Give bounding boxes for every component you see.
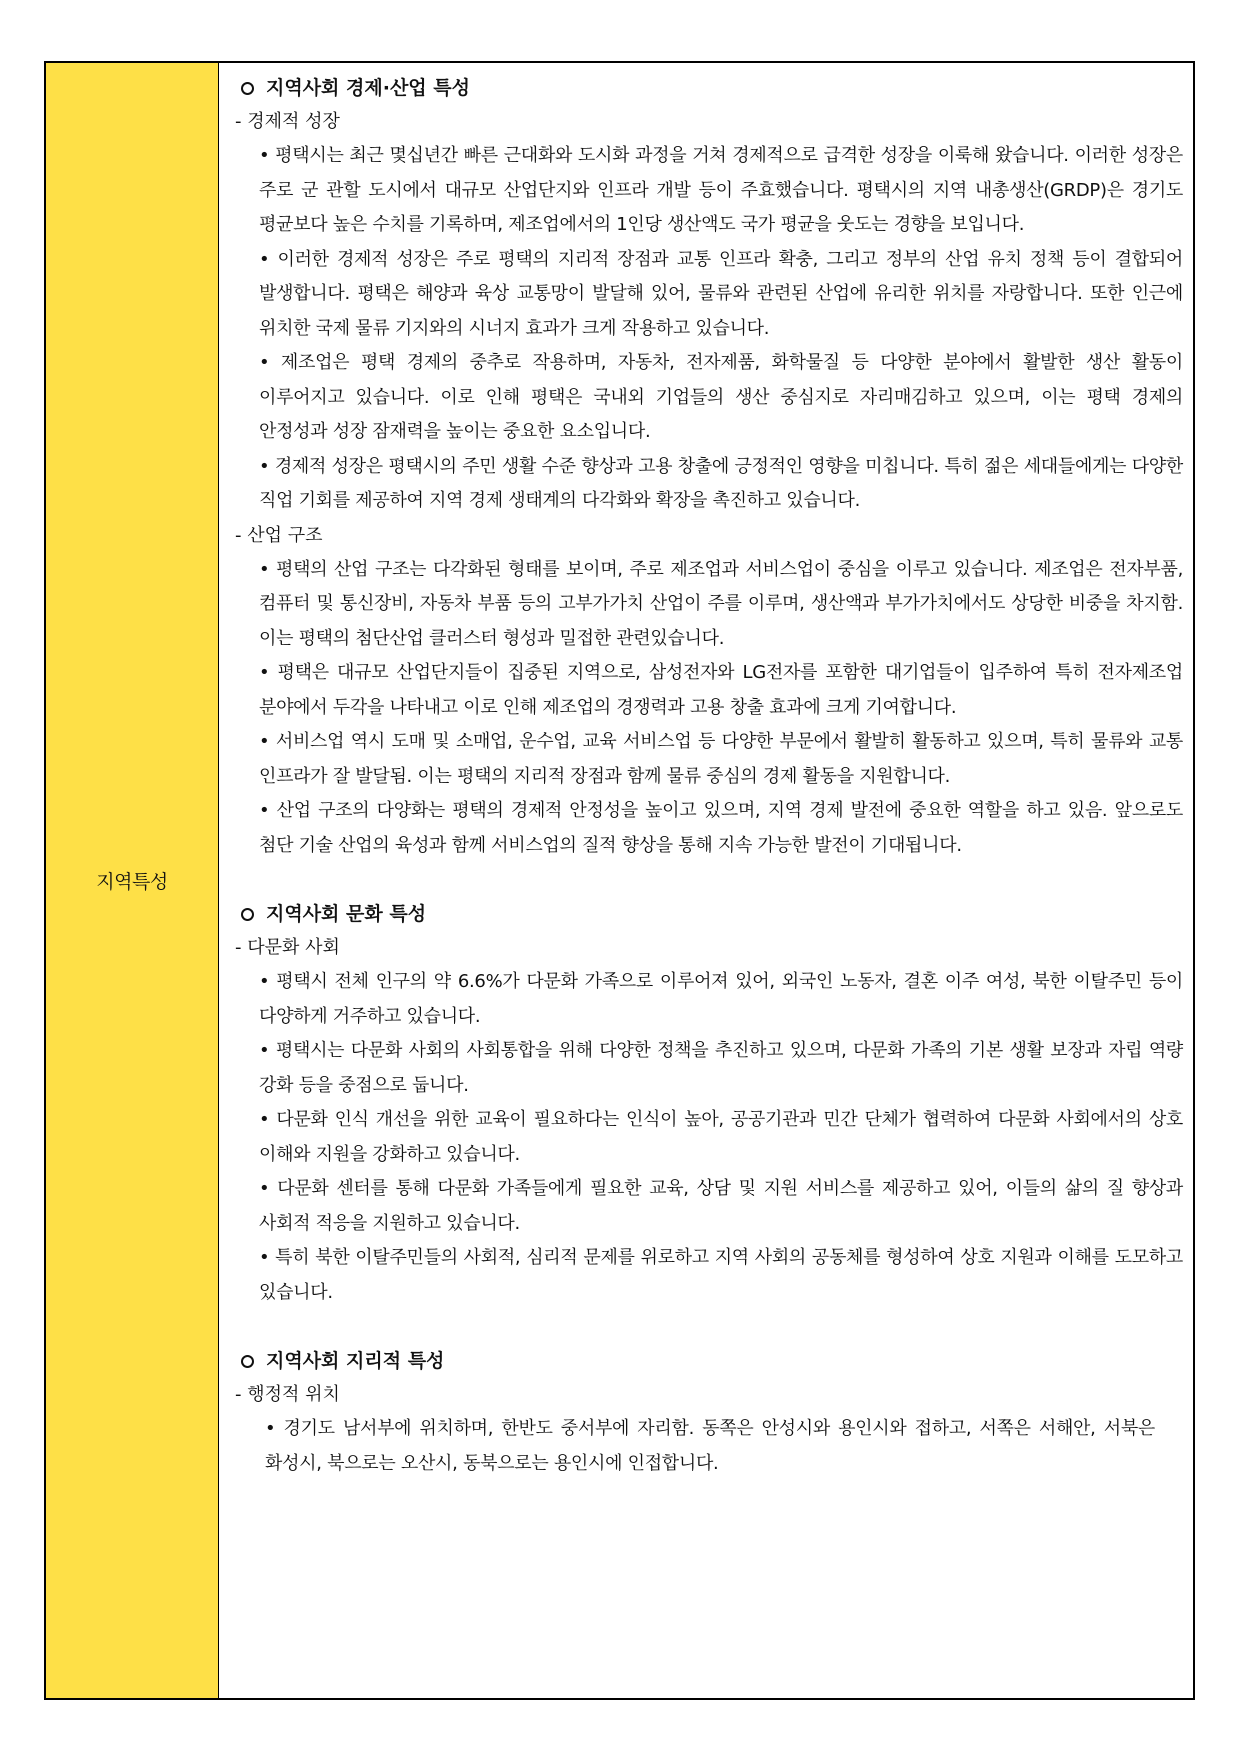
- bullet-paragraph: • 제조업은 평택 경제의 중추로 작용하며, 자동차, 전자제품, 화학물질 등 다양한 분야에서 활발한 생산 활동이 이루어지고 있습니다. 이로 인해 평택은 국내외 기업들의 생산 중심지로 자리매김하고 있으며, 이는 평택 경제의 안정성과 성장 잠재력을 높이는 중요한 요소입니다.: [259, 352, 1183, 442]
- bullet-paragraph: • 경기도 남서부에 위치하며, 한반도 중서부에 자리함. 동쪽은 안성시와 용인시와 접하고, 서쪽은 서해안, 서북은 화성시, 북으로는 오산시, 동북으로는 용인시에 인접합니다.: [265, 1418, 1155, 1474]
- bullet-paragraph: • 다문화 센터를 통해 다문화 가족들에게 필요한 교육, 상담 및 지원 서비스를 제공하고 있어, 이들의 삶의 질 향상과 사회적 적응을 지원하고 있습니다.: [259, 1178, 1183, 1234]
- bullet-paragraph: • 이러한 경제적 성장은 주로 평택의 지리적 장점과 교통 인프라 확충, 그리고 정부의 산업 유치 정책 등이 결합되어 발생합니다. 평택은 해양과 육상 교통망이 발달해 있어, 물류와 관련된 산업에 유리한 위치를 자랑합니다. 또한 인근에 위치한 국제 물류 기지와의 시너지 효과가 크게 작용하고 있습니다.: [259, 248, 1183, 339]
- section-title-text: 지역사회 문화 특성: [266, 903, 427, 925]
- section-title-text: 지역사회 지리적 특성: [266, 1350, 445, 1372]
- bullet-paragraph: • 산업 구조의 다양화는 평택의 경제적 안정성을 높이고 있으며, 지역 경제 발전에 중요한 역할을 하고 있음. 앞으로도 첨단 기술 산업의 육성과 함께 서비스업의 질적 향상을 통해 지속 가능한 발전이 기대됩니다.: [259, 800, 1183, 856]
- bullet-paragraph: • 평택은 대규모 산업단지들이 집중된 지역으로, 삼성전자와 LG전자를 포함한 대기업들이 입주하여 특히 전자제조업 분야에서 두각을 나타내고 이로 인해 제조업의 경쟁력과 고용 창출 효과에 크게 기여합니다.: [259, 662, 1183, 718]
- section-title-text: 지역사회 경제·산업 특성: [266, 77, 470, 99]
- sub-heading-growth: - 경제적 성장: [235, 111, 340, 132]
- bullet-paragraph: • 서비스업 역시 도매 및 소매업, 운수업, 교육 서비스업 등 다양한 부문에서 활발히 활동하고 있으며, 특히 물류와 교통 인프라가 잘 발달됨. 이는 평택의 지리적 장점과 함께 물류 중심의 경제 활동을 지원합니다.: [259, 731, 1183, 787]
- circle-bullet-icon: [241, 1355, 254, 1368]
- info-table: [44, 61, 1195, 1700]
- section-spacer: [235, 1310, 1183, 1344]
- sub-heading-industry: - 산업 구조: [235, 524, 323, 546]
- bullet-paragraph: • 경제적 성장은 평택시의 주민 생활 수준 향상과 고용 창출에 긍정적인 영향을 미칩니다. 특히 젊은 세대들에게는 다양한 직업 기회를 제공하여 지역 경제 생태계의 다각화와 확장을 촉진하고 있습니다.: [259, 455, 1183, 511]
- content-cell: [219, 63, 1193, 1698]
- section-title-culture: [235, 897, 1183, 931]
- circle-bullet-icon: [241, 908, 254, 921]
- bullet-paragraph: • 평택시는 다문화 사회의 사회통합을 위해 다양한 정책을 추진하고 있으며, 다문화 가족의 기본 생활 보장과 자립 역량 강화 등을 중점으로 둡니다.: [259, 1040, 1183, 1096]
- row-label-cell: [46, 63, 219, 1698]
- sub-heading-multicultural: - 다문화 사회: [235, 937, 340, 958]
- section-spacer: [235, 863, 1183, 897]
- section-title-economy: [235, 71, 1183, 105]
- bullet-paragraph: • 평택의 산업 구조는 다각화된 형태를 보이며, 주로 제조업과 서비스업이 중심을 이루고 있습니다. 제조업은 전자부품, 컴퓨터 및 통신장비, 자동차 부품 등의 고부가가치 산업이 주를 이루며, 생산액과 부가가치에서도 상당한 비중을 차지함. 이는 평택의 첨단산업 클러스터 형성과 밀접한 관련있습니다.: [259, 558, 1183, 649]
- sub-heading-location: - 행정적 위치: [235, 1384, 340, 1405]
- bullet-paragraph: • 평택시는 최근 몇십년간 빠른 근대화와 도시화 과정을 거쳐 경제적으로 급격한 성장을 이룩해 왔습니다. 이러한 성장은 주로 군 관할 도시에서 대규모 산업단지와 인프라 개발 등이 주효했습니다. 평택시의 지역 내총생산(GRDP)은 경기도 평균보다 높은 수치를 기록하며, 제조업에서의 1인당 생산액도 국가 평균을 웃도는 경향을 보입니다.: [259, 145, 1183, 235]
- bullet-paragraph: • 평택시 전체 인구의 약 6.6%가 다문화 가족으로 이루어져 있어, 외국인 노동자, 결혼 이주 여성, 북한 이탈주민 등이 다양하게 거주하고 있습니다.: [259, 971, 1183, 1027]
- section-title-geography: [235, 1344, 1183, 1378]
- bullet-paragraph: • 특히 북한 이탈주민들의 사회적, 심리적 문제를 위로하고 지역 사회의 공동체를 형성하여 상호 지원과 이해를 도모하고 있습니다.: [259, 1247, 1183, 1303]
- bullet-paragraph: • 다문화 인식 개선을 위한 교육이 필요하다는 인식이 높아, 공공기관과 민간 단체가 협력하여 다문화 사회에서의 상호 이해와 지원을 강화하고 있습니다.: [259, 1109, 1183, 1165]
- circle-bullet-icon: [241, 82, 254, 95]
- row-label: 지역특성: [96, 871, 168, 893]
